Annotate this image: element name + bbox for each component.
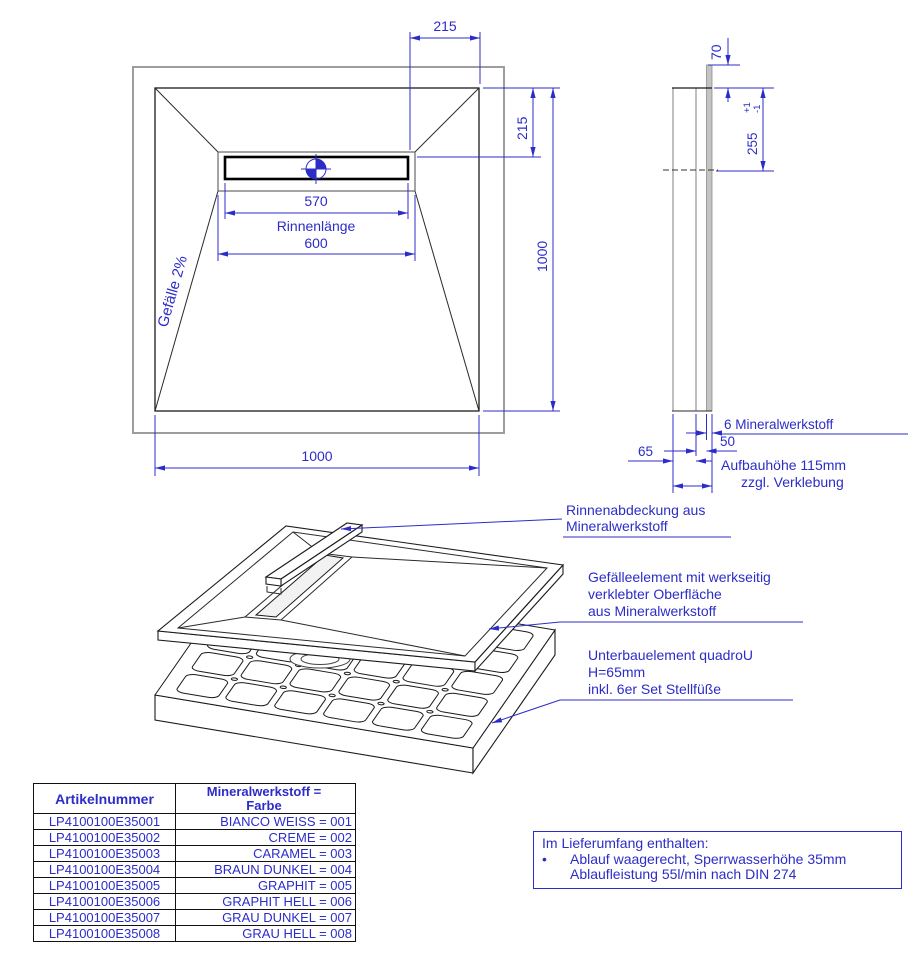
delivery-scope-item: • Ablauf waagerecht, Sperrwasserhöhe 35mm	[542, 850, 847, 867]
cover-label: Rinnenabdeckung aus	[566, 502, 706, 518]
table-header-row	[34, 784, 356, 814]
table-row: LP4100100E35007 GRAU DUNKEL = 007	[34, 910, 356, 926]
dim-6-label: 6 Mineralwerkstoff	[724, 417, 834, 432]
table-row: LP4100100E35006 GRAPHIT HELL = 006	[34, 894, 356, 910]
svg-text:600: 600	[304, 235, 328, 251]
svg-text:+1: +1	[742, 102, 753, 113]
dim-255	[714, 88, 774, 171]
dim-70	[708, 38, 740, 102]
exploded-view	[155, 502, 803, 773]
slope-label: Gefälle 2%	[154, 253, 192, 330]
svg-text:1000: 1000	[534, 240, 550, 272]
dim-bottom-stack	[628, 414, 908, 493]
svg-text:H=65mm: H=65mm	[588, 664, 646, 680]
exploded-labels	[566, 502, 771, 697]
build-height-line1: Aufbauhöhe 115mm	[721, 457, 847, 473]
dim-right-215	[417, 88, 560, 157]
svg-text:215: 215	[433, 18, 457, 34]
svg-text:570: 570	[304, 193, 328, 209]
base-element-label: Unterbauelement quadroU	[588, 647, 753, 663]
svg-text:aus Mineralwerkstoff: aus Mineralwerkstoff	[588, 603, 717, 619]
header-farbe: Mineralwerkstoff = Farbe	[176, 784, 356, 814]
delivery-scope-title: Im Lieferumfang enthalten:	[542, 835, 709, 851]
svg-text:-1: -1	[752, 104, 763, 113]
table-row: LP4100100E35001 BIANCO WEISS = 001	[34, 814, 356, 830]
plan-view	[133, 18, 560, 476]
dim-65-label: 65	[638, 444, 654, 459]
svg-text:70: 70	[708, 44, 724, 60]
surface-layer	[707, 65, 713, 411]
dim-top-215	[410, 18, 480, 150]
svg-text:1000: 1000	[301, 448, 333, 464]
table-row: LP4100100E35003 CARAMEL = 003	[34, 846, 356, 862]
bullet-icon: •	[542, 850, 547, 867]
table-row: LP4100100E35008 GRAU HELL = 008	[34, 926, 356, 942]
channel-length-label: Rinnenlänge	[276, 218, 356, 234]
svg-text:215: 215	[514, 116, 530, 140]
side-view	[628, 38, 908, 493]
svg-text:inkl. 6er Set Stellfüße: inkl. 6er Set Stellfüße	[588, 681, 722, 697]
slope-element-label: Gefälleelement mit werkseitig	[588, 569, 771, 585]
dim-bottom-1000	[155, 415, 479, 476]
header-artikelnummer: Artikelnummer	[34, 784, 176, 814]
table-row: LP4100100E35002 CREME = 002	[34, 830, 356, 846]
build-height-line2: zzgl. Verklebung	[741, 474, 844, 490]
article-number-table	[33, 783, 356, 942]
svg-text:verklebter Oberfläche: verklebter Oberfläche	[588, 586, 722, 602]
table-row: LP4100100E35005 GRAPHIT = 005	[34, 878, 356, 894]
svg-text:255: 255	[745, 132, 760, 155]
dim-50-label: 50	[720, 434, 736, 449]
svg-text:Mineralwerkstoff: Mineralwerkstoff	[566, 518, 668, 534]
table-row: LP4100100E35004 BRAUN DUNKEL = 004	[34, 862, 356, 878]
delivery-scope-box: Im Lieferumfang enthalten: • Ablauf waagerecht, Sperrwasserhöhe 35mm Ablaufleistung 55l/min nach DIN 274	[533, 831, 902, 889]
dim-channel-570	[225, 183, 408, 219]
